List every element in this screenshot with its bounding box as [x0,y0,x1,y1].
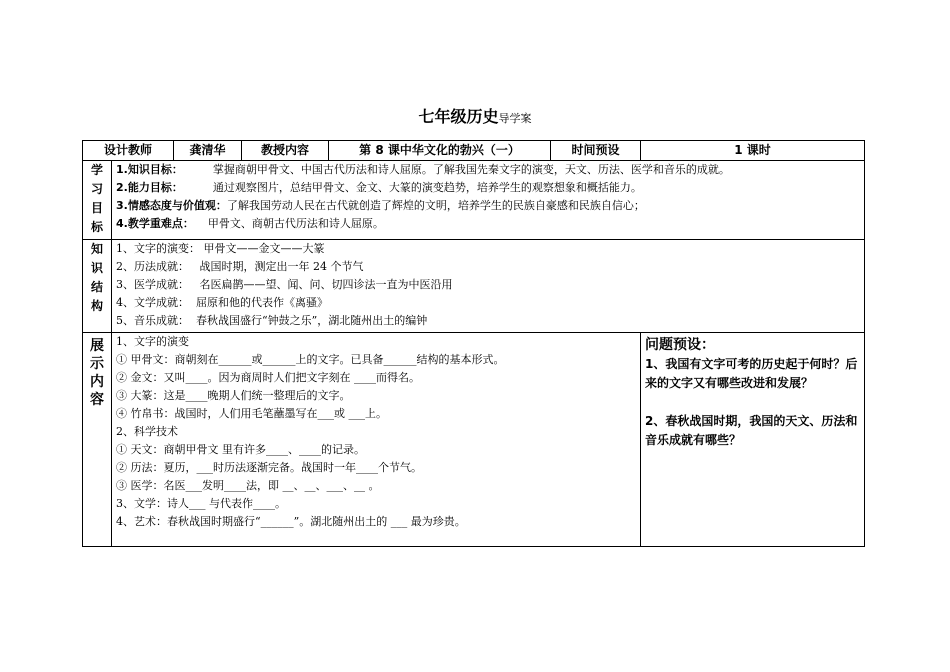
display-item: ③ 医学：名医___发明____法，即 __、__、___、__ 。 [116,479,380,492]
display-item: ② 金文：又叫____。因为商周时人们把文字刻在 ____而得名。 [116,371,420,384]
page-title [0,104,950,127]
knowledge-content [112,240,865,333]
questions-panel [641,333,865,547]
time-label: 时间预设 [551,141,641,161]
display-item: ① 天文：商朝甲骨文 里有许多____、____的记录。 [116,443,365,456]
question-2: 2、春秋战国时期，我国的天文、历法和音乐成就有哪些？ [645,414,858,447]
display-item: 3、文学：诗人___ 与代表作____。 [116,497,286,510]
knowledge-row [83,240,865,333]
objective-item: 3.情感态度与价值观：了解我国劳动人民在古代就创造了辉煌的文明，培养学生的民族自豪感和民族自信心； [116,199,645,212]
objectives-content [112,161,865,240]
display-item: ① 甲骨文：商朝刻在______或______上的文字。已具备______结构的基本形式。 [116,353,505,366]
designer-name: 龚清华 [174,141,242,161]
objective-item: 2.能力目标： 通过观察图片，总结甲骨文、金文、大篆的演变趋势，培养学生的观察想象和概括能力。 [116,181,642,194]
display-item: ② 历法：夏历，___时历法逐渐完备。战国时一年____个节气。 [116,461,422,474]
display-side-label: 展 示 内 容 [83,333,112,547]
knowledge-side-label: 知 识 结 构 [83,240,112,333]
title-sub: 导学案 [498,112,532,125]
title-main: 七年级历史 [418,107,499,126]
knowledge-item: 5、音乐成就： 春秋战国盛行“钟鼓之乐”，湖北随州出土的编钟 [116,314,428,327]
time-value: 1 课时 [641,141,865,161]
content-label: 教授内容 [242,141,329,161]
knowledge-item: 3、医学成就： 名医扁鹊——望、闻、问、切四诊法一直为中医沿用 [116,278,453,291]
display-item: ④ 竹帛书：战国时，人们用毛笔蘸墨写在___或 ___上。 [116,407,387,420]
header-row [83,141,865,161]
knowledge-item: 4、文学成就： 屈原和他的代表作《离骚》 [116,296,328,309]
display-item: 2、科学技术 [116,425,178,438]
display-row [83,333,865,547]
question-1: 1、我国有文字可考的历史起于何时？后来的文字又有哪些改进和发展？ [645,357,858,390]
objectives-row [83,161,865,240]
display-item: 1、文字的演变 [116,335,189,348]
knowledge-item: 2、历法成就： 战国时期，测定出一年 24 个节气 [116,260,364,273]
designer-label: 设计教师 [83,141,174,161]
display-item: 4、艺术：春秋战国时期盛行“______”。湖北随州出土的 ___ 最为珍贵。 [116,515,466,528]
questions-title: 问题预设： [645,337,716,353]
lesson-title: 第 8 课中华文化的勃兴（一） [329,141,551,161]
display-content [112,333,641,547]
lesson-plan-table [82,140,865,547]
objective-item: 1.知识目标： 掌握商朝甲骨文、中国古代历法和诗人屈原。了解我国先秦文字的演变，天文、历法、医学和音乐的成就。 [116,163,730,176]
objective-item: 4.教学重难点： 甲骨文、商朝古代历法和诗人屈原。 [116,217,384,230]
display-item: ③ 大篆：这是____晚期人们统一整理后的文字。 [116,389,351,402]
objectives-side-label: 学 习 目 标 [83,161,112,240]
knowledge-item: 1、文字的演变： 甲骨文——金文——大篆 [116,242,325,255]
